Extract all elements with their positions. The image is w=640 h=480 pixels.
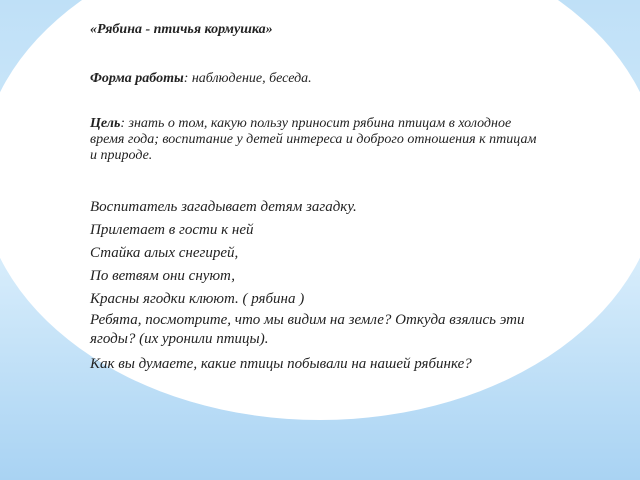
work-form-line xyxy=(90,71,312,87)
work-form-text: : наблюдение, беседа. xyxy=(183,71,312,86)
goal-text: : знать о том, какую пользу приносит рябина птицам в холодное время года; воспитание у детей интереса и доброго отношения к птицам и природе. xyxy=(90,116,537,163)
body-line: Ребята, посмотрите, что мы видим на земле? Откуда взялись эти ягоды? (их уронили птицы). xyxy=(90,312,525,347)
body-line: Как вы думаете, какие птицы побывали на нашей рябинке? xyxy=(90,356,472,372)
riddle-line: Прилетает в гости к ней xyxy=(90,222,254,238)
body-line: Воспитатель загадывает детям загадку. xyxy=(90,199,357,215)
work-form-label: Форма работы xyxy=(90,71,184,86)
riddle-line: По ветвям они снуют, xyxy=(90,268,235,284)
goal-label: Цель xyxy=(90,116,121,131)
riddle-line: Стайка алых снегирей, xyxy=(90,245,239,261)
activity-body xyxy=(90,196,550,376)
goal-paragraph xyxy=(90,116,540,164)
riddle-line: Красны ягодки клюют. ( рябина ) xyxy=(90,291,305,307)
slide-title: «Рябина - птичья кормушка» xyxy=(90,22,273,37)
